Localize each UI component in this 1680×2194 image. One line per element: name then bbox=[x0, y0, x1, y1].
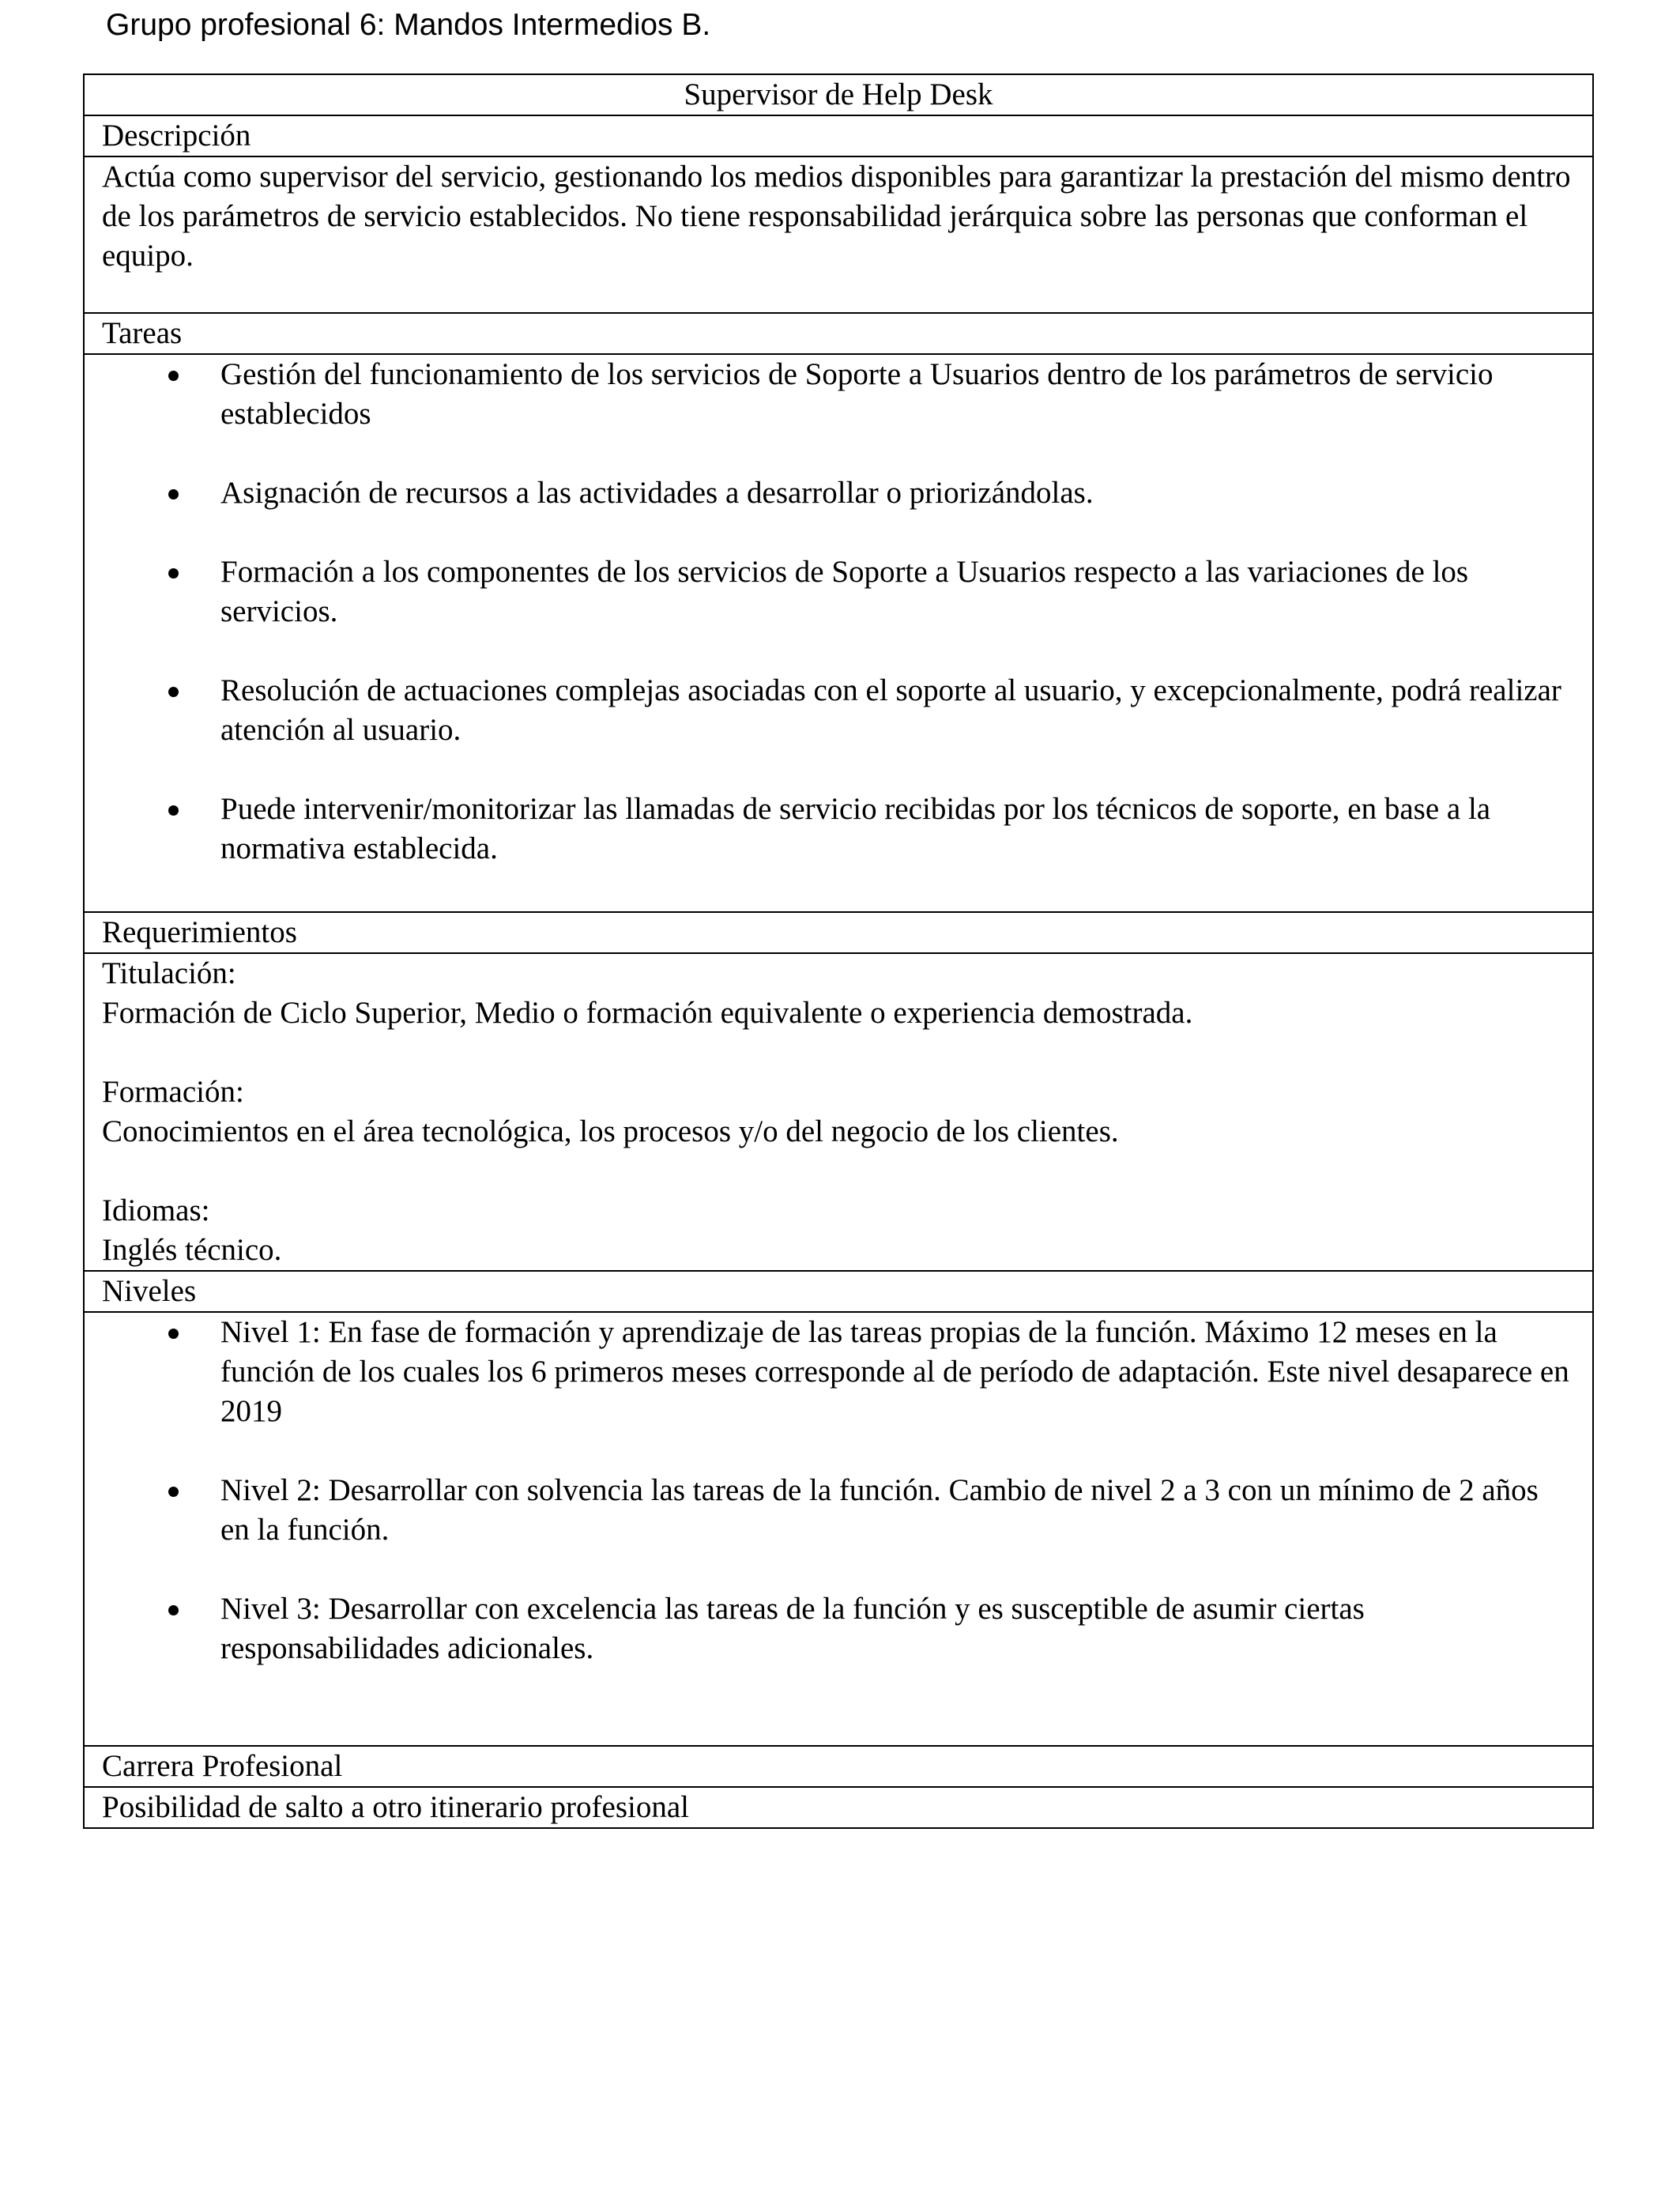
list-item bbox=[102, 1313, 1575, 1431]
table-row bbox=[84, 1746, 1593, 1787]
table-row bbox=[84, 313, 1593, 354]
list-item bbox=[102, 355, 1575, 434]
table-row bbox=[84, 354, 1593, 912]
list-item bbox=[102, 790, 1575, 869]
level-text: Nivel 3: Desarrollar con excelencia las tareas de la función y es susceptible de asumir ciertas responsabilidades adicionales. bbox=[220, 1592, 1365, 1665]
page-header-group-title: Grupo profesional 6: Mandos Intermedios B. bbox=[106, 8, 711, 42]
list-item bbox=[102, 1471, 1575, 1550]
tasks-list bbox=[102, 355, 1575, 869]
career-text: Posibilidad de salto a otro itinerario profesional bbox=[84, 1787, 1593, 1828]
section-heading-career: Carrera Profesional bbox=[84, 1746, 1593, 1787]
task-text: Resolución de actuaciones complejas asociadas con el soporte al usuario, y excepcionalmente, podrá realizar atención al usuario. bbox=[220, 673, 1561, 747]
job-title: Supervisor de Help Desk bbox=[84, 74, 1593, 115]
section-heading-requirements: Requerimientos bbox=[84, 912, 1593, 953]
levels-cell bbox=[84, 1312, 1593, 1746]
spacer bbox=[102, 1033, 1575, 1072]
bullet-icon bbox=[168, 687, 179, 697]
table-row bbox=[84, 1787, 1593, 1828]
bullet-icon bbox=[168, 568, 179, 579]
level-text: Nivel 2: Desarrollar con solvencia las tareas de la función. Cambio de nivel 2 a 3 con un mínimo de 2 años en la función. bbox=[220, 1473, 1539, 1547]
table-row bbox=[84, 74, 1593, 115]
bullet-icon bbox=[168, 805, 179, 816]
table-row bbox=[84, 1312, 1593, 1746]
requirements-cell bbox=[84, 953, 1593, 1271]
languages-label: Idiomas: bbox=[102, 1193, 210, 1227]
degree-text: Formación de Ciclo Superior, Medio o formación equivalente o experiencia demostrada. bbox=[102, 996, 1193, 1030]
list-item bbox=[102, 671, 1575, 750]
degree-label: Titulación: bbox=[102, 956, 236, 990]
spacer bbox=[102, 1152, 1575, 1191]
table-row bbox=[84, 1271, 1593, 1312]
description-text: Actúa como supervisor del servicio, gestionando los medios disponibles para garantizar la prestación del mismo dentro de los parámetros de servicio establecidos. No tiene responsabilidad jerárquica sobre las personas que conforman el equipo. bbox=[84, 156, 1593, 313]
section-heading-levels: Niveles bbox=[84, 1271, 1593, 1312]
training-text: Conocimientos en el área tecnológica, los procesos y/o del negocio de los clientes. bbox=[102, 1114, 1119, 1148]
section-heading-tasks: Tareas bbox=[84, 313, 1593, 354]
task-text: Asignación de recursos a las actividades a desarrollar o priorizándolas. bbox=[220, 476, 1094, 510]
bullet-icon bbox=[168, 1605, 179, 1615]
bullet-icon bbox=[168, 1487, 179, 1497]
table-row bbox=[84, 912, 1593, 953]
bullet-icon bbox=[168, 489, 179, 499]
levels-list bbox=[102, 1313, 1575, 1668]
training-label: Formación: bbox=[102, 1075, 244, 1109]
task-text: Formación a los componentes de los servicios de Soporte a Usuarios respecto a las variaciones de los servicios. bbox=[220, 555, 1469, 628]
table-row bbox=[84, 953, 1593, 1271]
task-text: Puede intervenir/monitorizar las llamadas de servicio recibidas por los técnicos de soporte, en base a la normativa establecida. bbox=[220, 792, 1491, 865]
bullet-icon bbox=[168, 371, 179, 381]
level-text: Nivel 1: En fase de formación y aprendizaje de las tareas propias de la función. Máximo 12 meses en la función de los cuales los 6 primeros meses corresponde al de período de adaptación. Este nivel desaparece en 2019 bbox=[220, 1315, 1569, 1428]
list-item bbox=[102, 552, 1575, 631]
section-heading-description: Descripción bbox=[84, 115, 1593, 156]
tasks-cell bbox=[84, 354, 1593, 912]
table-row bbox=[84, 115, 1593, 156]
task-text: Gestión del funcionamiento de los servicios de Soporte a Usuarios dentro de los parámetros de servicio establecidos bbox=[220, 357, 1494, 431]
bullet-icon bbox=[168, 1329, 179, 1339]
table-row bbox=[84, 156, 1593, 313]
list-item bbox=[102, 473, 1575, 513]
job-profile-table bbox=[83, 74, 1594, 1829]
languages-text: Inglés técnico. bbox=[102, 1233, 282, 1267]
list-item bbox=[102, 1589, 1575, 1668]
